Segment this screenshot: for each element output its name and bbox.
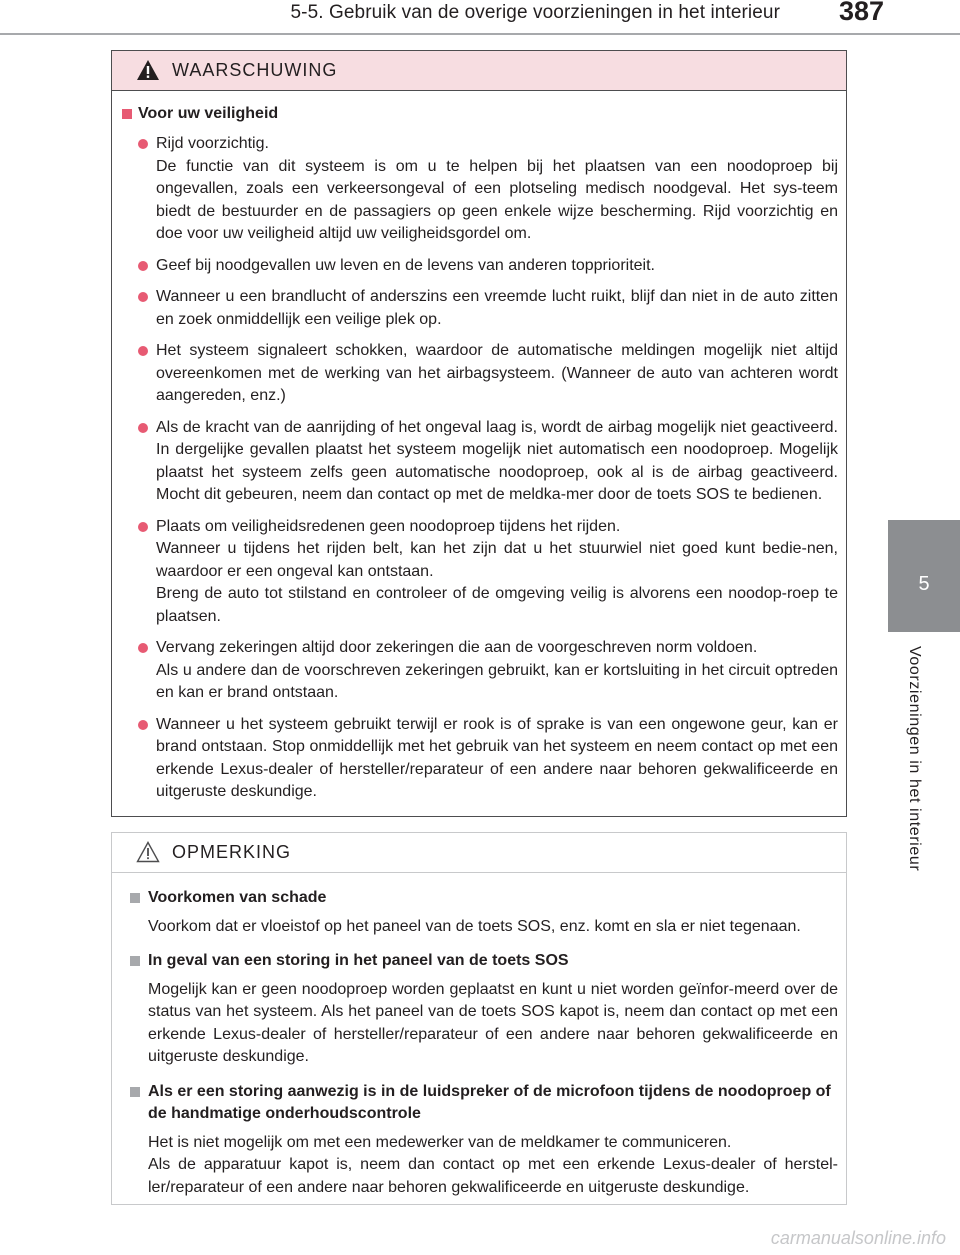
warning-bullet-item xyxy=(122,516,838,629)
warning-bullet-item xyxy=(122,255,838,278)
notice-section-title-text: Voorkomen van schade xyxy=(148,889,327,906)
bullet-text: De functie van dit systeem is om u te helpen bij het plaatsen van een noodoproep bij ongevallen, zoals een verkeersongeval of een plotseling medisch noodgeval. Het sys-teem biedt de bestuurder en de passagiers op geen enkele wijze bescherming. Rijd voorzichtig en doe voor uw veiligheid altijd uw veiligheidsgordel om. xyxy=(156,157,838,242)
bullet-text: Als u andere dan de voorschreven zekeringen gebruikt, kan er kortsluiting in het circuit optreden en kan er brand ontstaan. xyxy=(156,661,838,701)
warning-body xyxy=(112,91,846,804)
chapter-number: 5 xyxy=(918,573,930,595)
caution-triangle-icon xyxy=(136,841,160,863)
bullet-dot-icon xyxy=(138,423,148,433)
bullet-text: Rijd voorzichtig. xyxy=(156,135,269,152)
notice-text: Het is niet mogelijk om met een medewerker van de meldkamer te communiceren. xyxy=(148,1133,732,1151)
warning-bullet-item xyxy=(122,714,838,804)
chapter-title: Voorzieningen in het interieur xyxy=(906,646,923,872)
notice-text: Voorkom dat er vloeistof op het paneel van de toets SOS, enz. komt en sla er niet tegenaan. xyxy=(148,917,801,935)
bullet-text: Als de kracht van de aanrijding of het ongeval laag is, wordt de airbag mogelijk niet geactiveerd. In dergelijke gevallen plaatst het systeem mogelijk niet automatisch een noodoproep. Mogelijk plaatst het systeem zelfs geen automatische noodoproep, ook al is de airbag geactiveerd. Mocht dit gebeuren, neem dan contact op met de meldka-mer door de toets SOS te bedienen. xyxy=(156,418,838,503)
warning-bullet-item xyxy=(122,417,838,507)
bullet-dot-icon xyxy=(138,522,148,532)
notice-section-title xyxy=(122,887,838,910)
notice-section-title xyxy=(122,1081,838,1126)
notice-text: Als de apparatuur kapot is, neem dan contact op met een erkende Lexus-dealer of herstel-ler/reparateur of een andere naar behoren gekwalificeerde en uitgeruste deskundige. xyxy=(148,1156,838,1196)
warning-bullet-item xyxy=(122,340,838,408)
notice-section xyxy=(122,950,838,1069)
notice-section xyxy=(122,887,838,938)
notice-text: Mogelijk kan er geen noodoproep worden geplaatst en kunt u niet worden geïnfor-meerd over de status van het systeem. Als het paneel van de toets SOS kapot is, neem dan contact op met een erkende Lexus-dealer of hersteller/reparateur of een andere naar behoren gekwalificeerde en uitgeruste deskundige. xyxy=(148,980,838,1065)
notice-section-title-text: Als er een storing aanwezig is in de luidspreker of de microfoon tijdens de noodoproep of de handmatige onderhoudscontrole xyxy=(148,1082,831,1122)
warning-section-title-text: Voor uw veiligheid xyxy=(138,105,279,122)
section-square-icon xyxy=(122,109,132,119)
warning-label: WAARSCHUWING xyxy=(172,60,338,80)
page-header xyxy=(0,0,960,34)
bullet-text: Geef bij noodgevallen uw leven en de levens van anderen topprioriteit. xyxy=(156,256,655,274)
notice-label: OPMERKING xyxy=(172,842,292,862)
warning-triangle-icon xyxy=(136,59,160,81)
warning-bullet-item xyxy=(122,637,838,705)
bullet-text: Het systeem signaleert schokken, waardoor de automatische meldingen mogelijk niet altijd overeenkomen met de werking van het airbagsysteem. (Wanneer de auto van achteren wordt aangereden, enz.) xyxy=(156,342,838,404)
bullet-dot-icon xyxy=(138,720,148,730)
bullet-dot-icon xyxy=(138,261,148,271)
warning-bullet-list xyxy=(122,133,838,804)
section-square-icon xyxy=(130,1087,140,1097)
warning-header xyxy=(112,51,846,91)
bullet-dot-icon xyxy=(138,643,148,653)
section-square-icon xyxy=(130,893,140,903)
bullet-text: Plaats om veiligheidsredenen geen noodoproep tijdens het rijden. xyxy=(156,517,621,535)
bullet-text: Wanneer u tijdens het rijden belt, kan het zijn dat u het stuurwiel niet goed kunt bedie-nen, waardoor er een ongeval kan ontstaan. xyxy=(156,540,838,580)
bullet-dot-icon xyxy=(138,346,148,356)
watermark: carmanualsonline.info xyxy=(770,1228,946,1248)
warning-bullet-item xyxy=(122,286,838,331)
bullet-text: Wanneer u een brandlucht of anderszins een vreemde lucht ruikt, blijf dan niet in de auto zitten en zoek onmiddellijk een veilige plek op. xyxy=(156,288,838,328)
bullet-dot-icon xyxy=(138,139,148,149)
bullet-text: Vervang zekeringen altijd door zekeringen die aan de voorgeschreven norm voldoen. xyxy=(156,639,758,656)
header-divider xyxy=(0,33,960,35)
notice-section-body xyxy=(122,916,838,939)
bullet-dot-icon xyxy=(138,292,148,302)
header-title: 5-5. Gebruik van de overige voorzieningen in het interieur xyxy=(290,2,780,23)
warning-box xyxy=(111,50,847,817)
warning-section-title xyxy=(122,105,838,123)
warning-bullet-item xyxy=(122,133,838,246)
notice-body xyxy=(112,873,846,1199)
bullet-text: Wanneer u het systeem gebruikt terwijl er rook is of sprake is van een ongewone geur, kan er brand ontstaan. Stop onmiddellijk met het gebruik van het systeem en neem contact op met een erkende Lexus-dealer of hersteller/reparateur of een andere naar behoren gekwalificeerde en uitgeruste deskundige. xyxy=(156,715,838,800)
notice-box xyxy=(111,832,847,1205)
notice-section xyxy=(122,1081,838,1200)
section-square-icon xyxy=(130,956,140,966)
notice-header xyxy=(112,833,846,873)
page-number: 387 xyxy=(838,0,884,26)
notice-section-body xyxy=(122,979,838,1069)
notice-section-title xyxy=(122,950,838,973)
bullet-text: Breng de auto tot stilstand en controleer of de omgeving veilig is alvorens een noodop-roep te plaatsen. xyxy=(156,585,838,625)
notice-section-body xyxy=(122,1132,838,1200)
chapter-tab xyxy=(888,520,960,632)
notice-section-title-text: In geval van een storing in het paneel van de toets SOS xyxy=(148,952,569,969)
